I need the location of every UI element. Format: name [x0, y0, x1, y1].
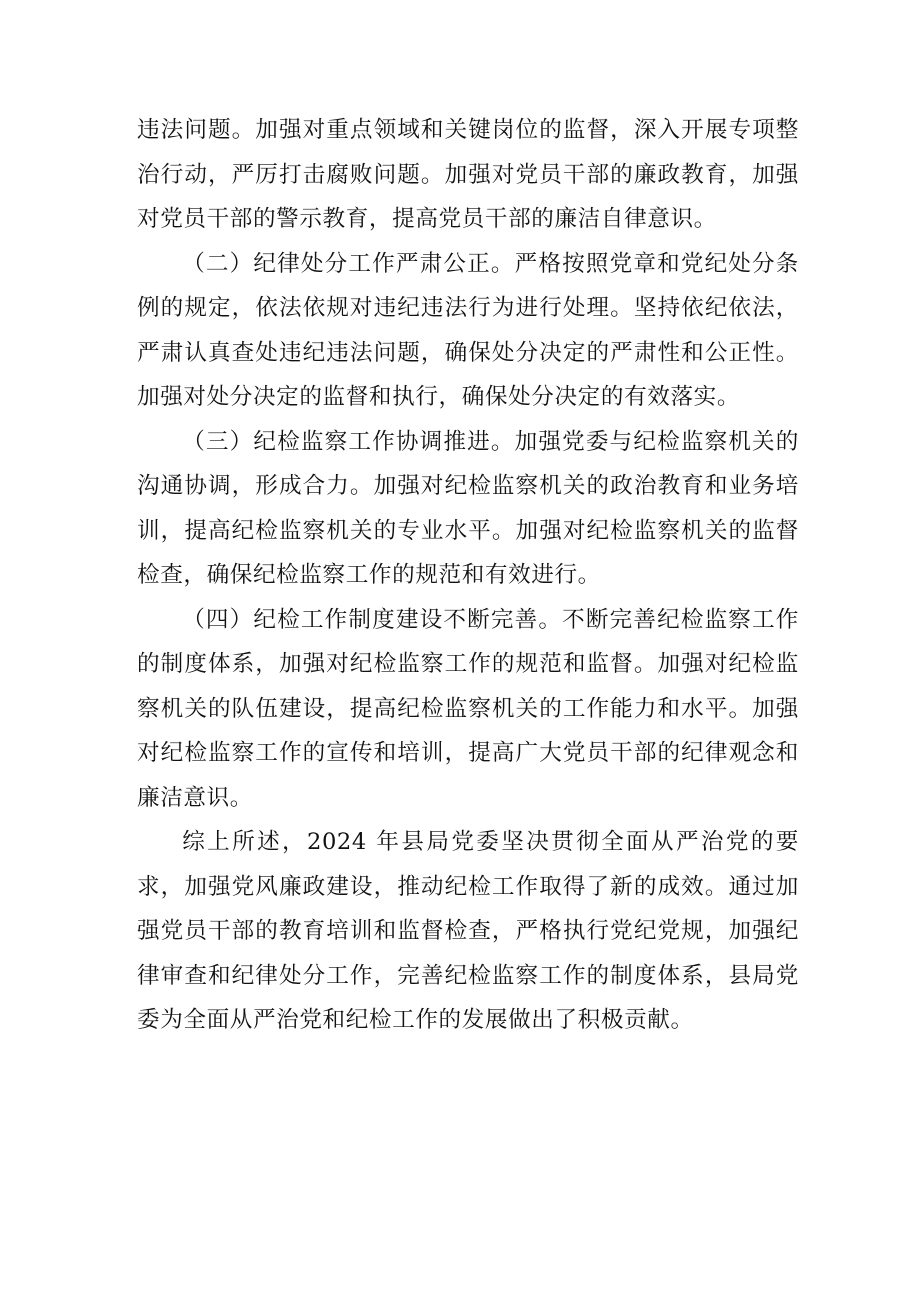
paragraph-summary: 综上所述，2024 年县局党委坚决贯彻全面从严治党的要求，加强党风廉政建设，推动纪检工作取得了新的成效。通过加强党员干部的教育培训和监督检查，严格执行党纪党规，加强纪律审查和纪律处分工作，完善纪检监察工作的制度体系，县局党委为全面从严治党和纪检工作的发展做出了积极贡献。 [137, 829, 799, 1033]
paragraph-continuation: 违法问题。加强对重点领域和关键岗位的监督，深入开展专项整治行动，严厉打击腐败问题。加强对党员干部的廉政教育，加强对党员干部的警示教育，提高党员干部的廉洁自律意识。 [137, 117, 799, 232]
paragraph-discipline-sanctions: （二）纪律处分工作严肃公正。严格按照党章和党纪处分条例的规定，依法依规对违纪违法行为进行处理。坚持依纪依法，严肃认真查处违纪违法问题，确保处分决定的严肃性和公正性。加强对处分决定的监督和执行，确保处分决定的有效落实。 [137, 250, 799, 410]
paragraph-system-building: （四）纪检工作制度建设不断完善。不断完善纪检监察工作的制度体系，加强对纪检监察工作的规范和监督。加强对纪检监察机关的队伍建设，提高纪检监察机关的工作能力和水平。加强对纪检监察工作的宣传和培训，提高广大党员干部的纪律观念和廉洁意识。 [137, 606, 799, 811]
document-body [137, 108, 799, 1043]
paragraph-supervision-coordination: （三）纪检监察工作协调推进。加强党委与纪检监察机关的沟通协调，形成合力。加强对纪检监察机关的政治教育和业务培训，提高纪检监察机关的专业水平。加强对纪检监察机关的监督检查，确保纪检监察工作的规范和有效进行。 [137, 428, 799, 588]
